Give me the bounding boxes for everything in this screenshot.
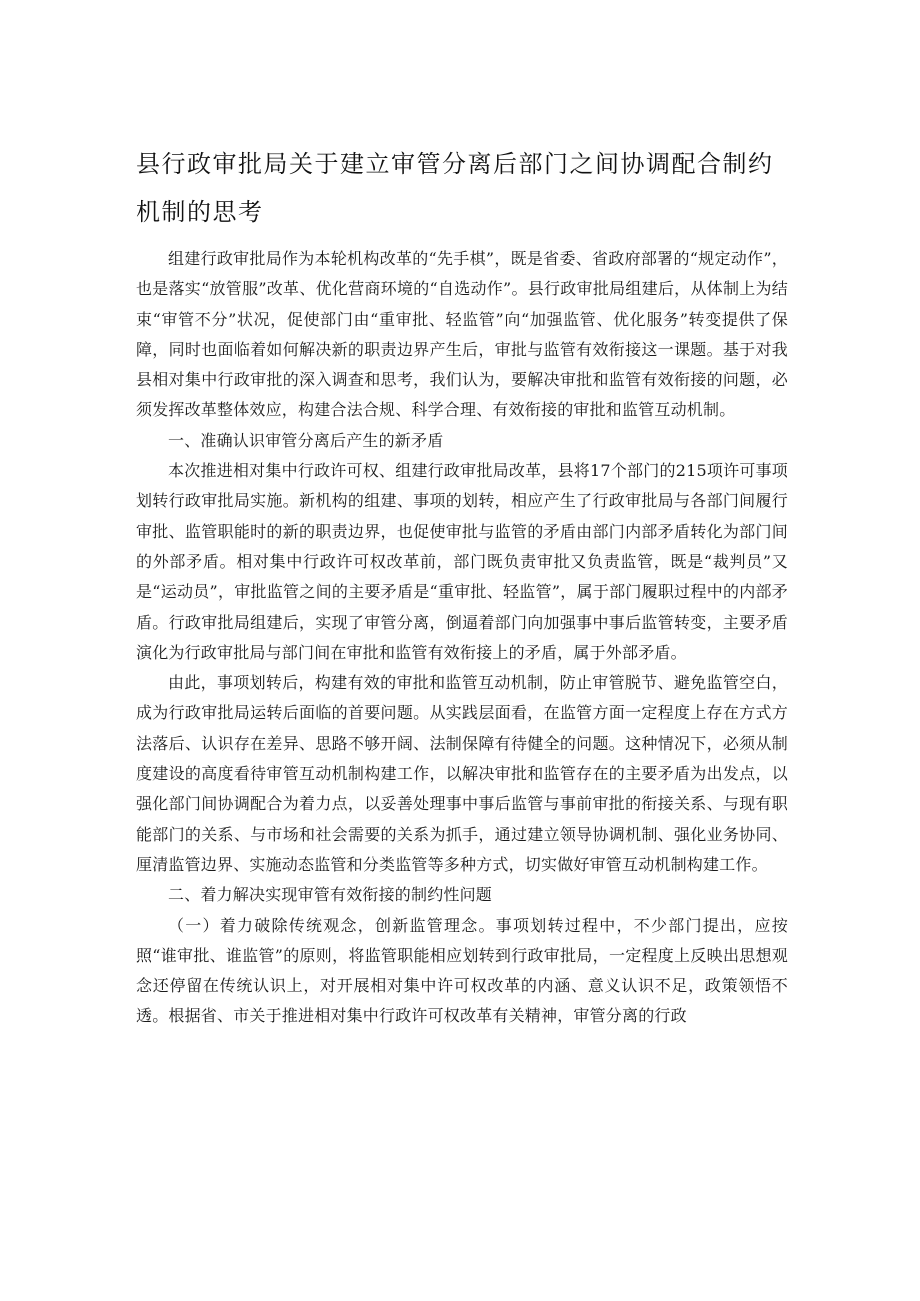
section-heading-1: 一、准确认识审管分离后产生的新矛盾 <box>168 430 444 450</box>
document-title: 县行政审批局关于建立审管分离后部门之间协调配合制约机制的思考 <box>136 150 774 226</box>
section-heading-2: 二、着力解决实现审管有效衔接的制约性问题 <box>168 885 493 905</box>
document-body <box>136 244 788 1032</box>
paragraph-intro: 组建行政审批局作为本轮机构改革的“先手棋”，既是省委、省政府部署的“规定动作”，也是落实“放管服”改革、优化营商环境的“自选动作”。县行政审批局组建后，从体制上为结束“审管不分”状况，促使部门由“重审批、轻监管”向“加强监管、优化服务”转变提供了保障，同时也面临着如何解决新的职责边界产生后，审批与监管有效衔接这一课题。基于对我县相对集中行政审批的深入调查和思考，我们认为，要解决审批和监管有效衔接的问题，必须发挥改革整体效应，构建合法合规、科学合理、有效衔接的审批和监管互动机制。 <box>136 249 788 420</box>
paragraph-section-1-b: 由此，事项划转后，构建有效的审批和监管互动机制，防止审管脱节、避免监管空白，成为行政审批局运转后面临的首要问题。从实践层面看，在监管方面一定程度上存在方式方法落后、认识存在差异、思路不够开阔、法制保障有待健全的问题。这种情况下，必须从制度建设的高度看待审管互动机制构建工作，以解决审批和监管存在的主要矛盾为出发点，以强化部门间协调配合为着力点，以妥善处理事中事后监管与事前审批的衔接关系、与现有职能部门的关系、与市场和社会需要的关系为抓手，通过建立领导协调机制、强化业务协同、厘清监管边界、实施动态监管和分类监管等多种方式，切实做好审管互动机制构建工作。 <box>136 673 788 874</box>
paragraph-section-2-a: （一）着力破除传统观念，创新监管理念。事项划转过程中，不少部门提出，应按照“谁审批、谁监管”的原则，将监管职能相应划转到行政审批局，一定程度上反映出思想观念还停留在传统认识上，对开展相对集中许可权改革的内涵、意义认识不足，政策领悟不透。根据省、市关于推进相对集中行政许可权改革有关精神，审管分离的行政 <box>136 915 788 1026</box>
paragraph-section-1-a: 本次推进相对集中行政许可权、组建行政审批局改革，县将17个部门的215项许可事项划转行政审批局实施。新机构的组建、事项的划转，相应产生了行政审批局与各部门间履行审批、监管职能时的新的职责边界，也促使审批与监管的矛盾由部门内部矛盾转化为部门间的外部矛盾。相对集中行政许可权改革前，部门既负责审批又负责监管，既是“裁判员”又是“运动员”，审批监管之间的主要矛盾是“重审批、轻监管”，属于部门履职过程中的内部矛盾。行政审批局组建后，实现了审管分离，倒逼着部门向加强事中事后监管转变，主要矛盾演化为行政审批局与部门间在审批和监管有效衔接上的矛盾，属于外部矛盾。 <box>136 461 788 662</box>
